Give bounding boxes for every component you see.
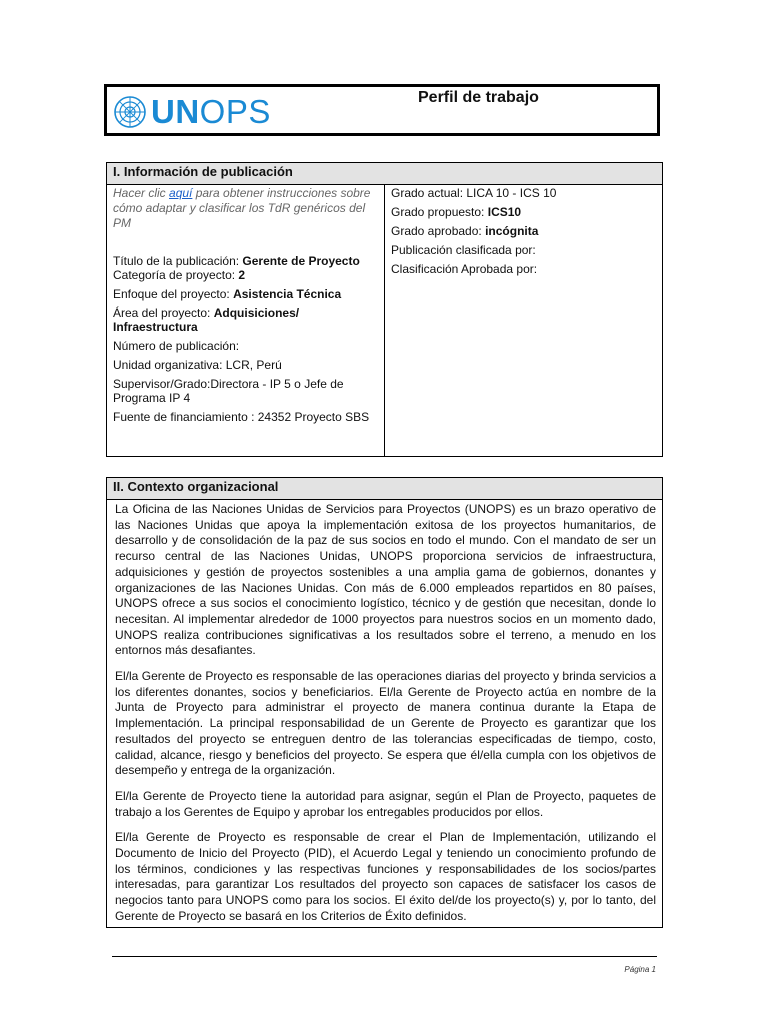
enfoque-row: Enfoque del proyecto: Asistencia Técnica	[113, 287, 342, 301]
context-paragraph: La Oficina de las Naciones Unidas de Servicios para Proyectos (UNOPS) es un brazo operativo de las Naciones Unidas que apoya la implementación exitosa de los proyectos humanitarios, de desarrollo y de consolidación de la paz de sus socios en todo el mundo. Con el mandato de ser un recurso central de las Naciones Unidas, UNOPS proporciona servicios de infraestructura, adquisiciones y gestión de proyectos sostenibles a una amplia gama de gobiernos, donantes y organizaciones de las Naciones Unidas. Con más de 6.000 empleados repartidos en 80 países, UNOPS ofrece a sus socios el conocimiento logístico, técnico y de gestión que necesitan, donde lo necesitan. Al implementar alrededor de 1000 proyectos para nuestros socios en un momento dado, UNOPS realiza contribuciones significativas a los resultados sobre el terreno, a menudo en los entornos más desafiantes.	[115, 502, 656, 658]
publicacion-clasificada-row: Publicación clasificada por:	[391, 243, 536, 257]
categoria-row: Categoría de proyecto: 2	[113, 268, 246, 282]
clasificacion-aprobada-row: Clasificación Aprobada por:	[391, 262, 538, 276]
publication-right-column	[385, 185, 663, 457]
numero-row: Número de publicación:	[113, 339, 240, 353]
publication-info-table	[106, 162, 663, 457]
titulo-row: Título de la publicación: Gerente de Proyecto	[113, 254, 360, 268]
instructions-note: Hacer clic aquí para obtener instrucciones sobre cómo adaptar y clasificar los TdR genéricos del PM	[113, 186, 371, 230]
context-paragraph: El/la Gerente de Proyecto es responsable de las operaciones diarias del proyecto y brinda servicios a los diferentes donantes, socios y beneficiarios. El/la Gerente de Proyecto actúa en nombre de la Junta de Proyecto para administrar el proyecto de manera continua durante la Etapa de Implementación. La principal responsabilidad de un Gerente de Proyecto es garantizar que los resultados del proyecto se entreguen dentro de las tolerancias especificadas de tiempo, costo, calidad, alcance, riesgo y beneficios del proyecto. Se espera que él/ella cumpla con los objetivos de desempeño y entrega de la organización.	[115, 669, 656, 778]
un-emblem-icon	[113, 95, 147, 129]
grado-aprobado-row: Grado aprobado: incógnita	[391, 224, 539, 238]
page-number: Página 1	[624, 965, 656, 974]
supervisor-row: Supervisor/Grado:Directora - IP 5 o Jefe de Programa IP 4	[113, 377, 344, 405]
organizational-context-table	[106, 477, 663, 928]
unops-logo	[113, 93, 271, 131]
publication-left-column	[107, 185, 385, 457]
context-body	[107, 500, 663, 928]
unidad-row: Unidad organizativa: LCR, Perú	[113, 358, 282, 372]
instructions-link[interactable]: aquí	[169, 186, 193, 200]
context-paragraph: El/la Gerente de Proyecto tiene la autoridad para asignar, según el Plan de Proyecto, paquetes de trabajo a los Gerentes de Equipo y aprobar los entregables producidos por ellos.	[115, 788, 656, 819]
section-heading: II. Contexto organizacional	[107, 478, 663, 500]
document-header	[104, 84, 660, 136]
grado-actual-row: Grado actual: LICA 10 - ICS 10	[391, 186, 557, 200]
area-row: Área del proyecto: Adquisiciones/ Infraestructura	[113, 306, 300, 334]
fuente-row: Fuente de financiamiento : 24352 Proyecto SBS	[113, 410, 370, 424]
document-title: Perfil de trabajo	[418, 89, 539, 106]
context-paragraph: El/la Gerente de Proyecto es responsable de crear el Plan de Implementación, utilizando el Documento de Inicio del Proyecto (PID), el Acuerdo Legal y teniendo un conocimiento profundo de los términos, condiciones y las respectivas funciones y responsabilidades de los socios/partes interesadas, para garantizar Los resultados del proyecto son capaces de satisfacer los casos de negocios tanto para UNOPS como para los socios. El éxito del/de los proyecto(s) y, por lo tanto, del Gerente de Proyecto se basará en los Criterios de Éxito definidos.	[115, 830, 656, 923]
logo-wordmark: UNOPS	[151, 93, 271, 130]
grado-propuesto-row: Grado propuesto: ICS10	[391, 205, 522, 219]
section-heading: I. Información de publicación	[107, 163, 663, 185]
footer-divider	[112, 956, 657, 957]
